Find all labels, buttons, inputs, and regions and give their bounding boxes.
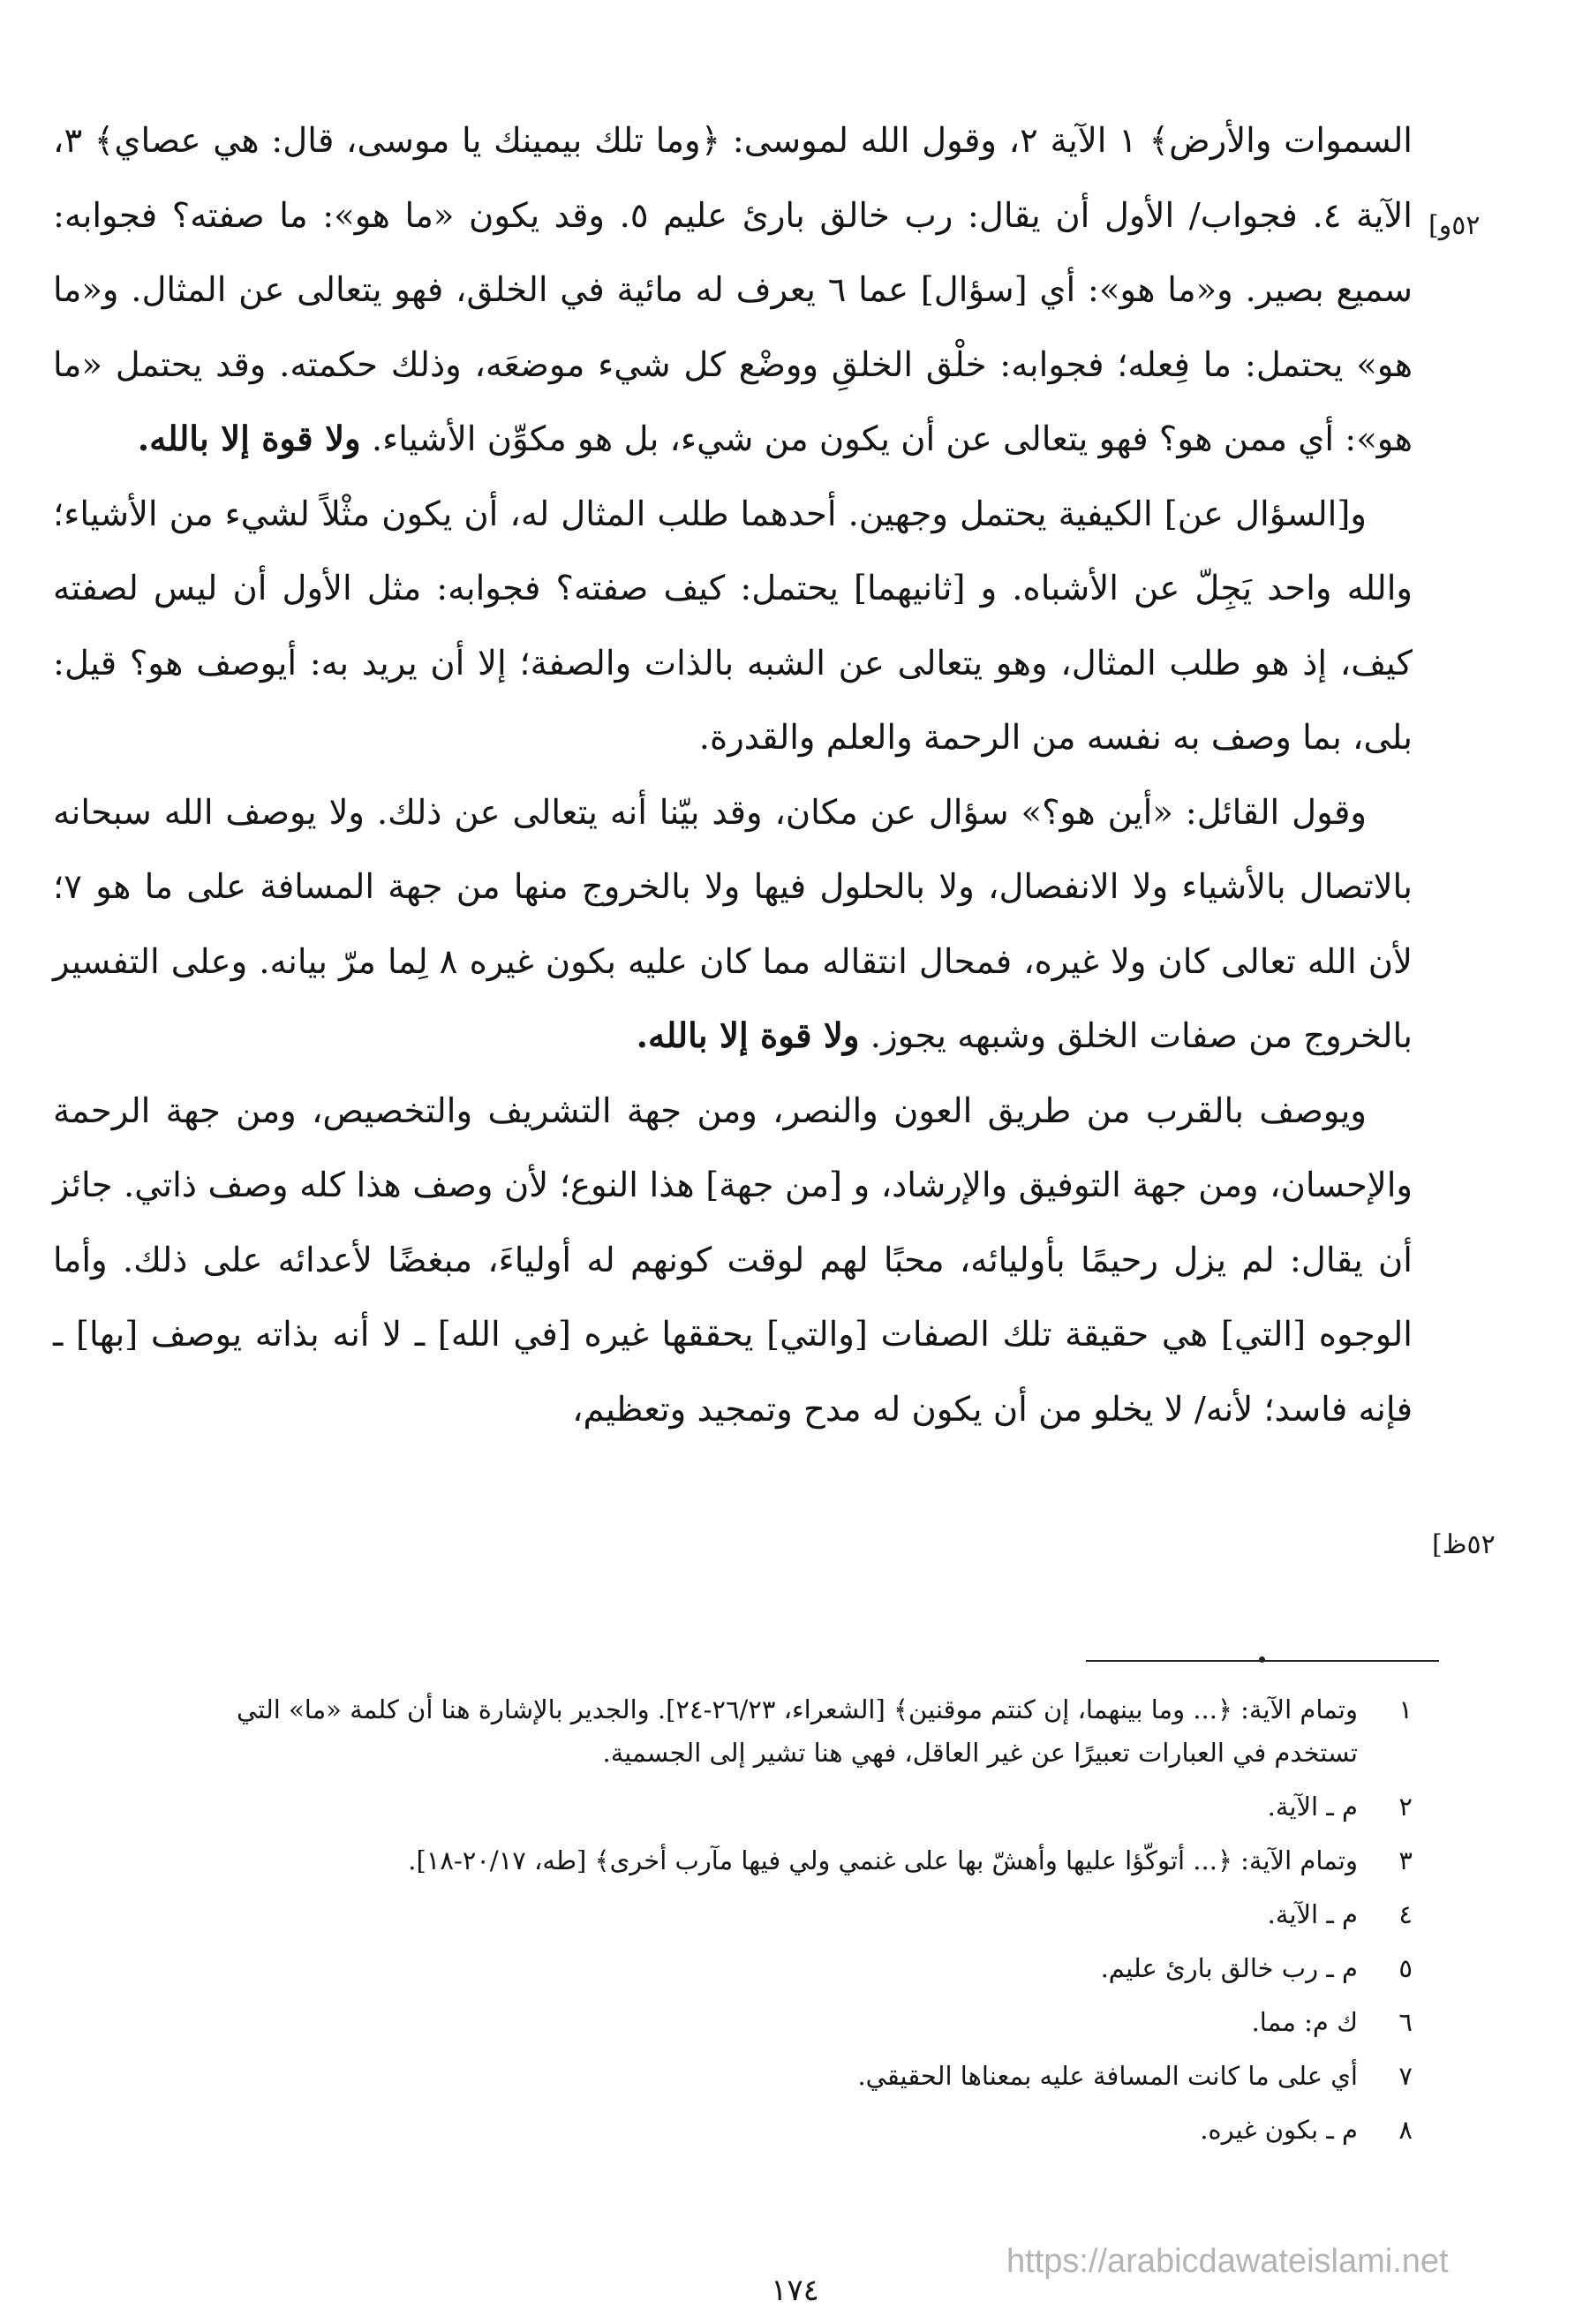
paragraph-text: وقول القائل: «أين هو؟» سؤال عن مكان، وقد بيّنا أنه يتعالى عن ذلك. ولا يوصف الله سبحانه بالاتصال بالأشياء ولا الانفصال، ولا بالحلول فيها ولا بالخروج منها من جهة المسافة على ما هو ٧؛ لأن الله تعالى كان ولا غيره، فمحال انتقاله مما كان عليه بكون غيره ٨ لِما مرّ بيانه. وعلى التفسير بالخروج من صفات الخلق وشبهه يجوز.	[53, 792, 1413, 1056]
footnote	[159, 2001, 1413, 2044]
footnote	[159, 1893, 1413, 1936]
page-number: ١٧٤	[771, 2273, 819, 2308]
footnote-number: ٢	[1398, 1792, 1413, 1822]
paragraph-text: و[السؤال عن] الكيفية يحتمل وجهين. أحدهما طلب المثال له، أن يكون مثْلاً لشيء من الأشياء؛ والله واحد يَجِلّ عن الأشباه. و [ثانيهما] يحتمل: كيف صفته؟ فجوابه: مثل الأول أن ليس لصفته كيف، إذ هو طلب المثال، وهو يتعالى عن الشبه بالذات والصفة؛ إلا أن يريد به: أيوصف هو؟ قيل: بلى، بما وصف به نفسه من الرحمة والعلم والقدرة.	[53, 494, 1413, 758]
footnote	[159, 1839, 1413, 1883]
footnote	[159, 1785, 1413, 1829]
paragraph	[53, 478, 1413, 776]
footnotes	[159, 1688, 1413, 2162]
footnote-number: ٦	[1398, 2007, 1413, 2037]
footnote-text: م ـ رب خالق بارئ عليم.	[1100, 1953, 1358, 1983]
footnote	[159, 2055, 1413, 2098]
paragraph	[53, 776, 1413, 1075]
footnote-text: وتمام الآية: ﴿... وما بينهما، إن كنتم موقنين﴾ [الشعراء، ٢٦/٢٣-٢٤]. والجدير بالإشارة هنا أن كلمة «ما» التي تستخدم في العبارات تعبيرًا عن غير العاقل، فهي هنا تشير إلى الجسمية.	[237, 1694, 1358, 1768]
footnote-number: ٣	[1398, 1845, 1413, 1875]
footnote	[159, 1947, 1413, 1990]
closing-phrase: ولا قوة إلا بالله.	[137, 419, 361, 459]
footnote-number: ٤	[1398, 1899, 1413, 1929]
paragraph	[53, 1075, 1413, 1448]
footnote-number: ٧	[1398, 2061, 1413, 2091]
footnote-number: ٥	[1398, 1953, 1413, 1983]
footnote-number: ١	[1398, 1694, 1413, 1724]
footnote-text: ك م: مما.	[1251, 2007, 1358, 2037]
footnote-number: ٨	[1398, 2115, 1413, 2145]
footnote-text: أي على ما كانت المسافة عليه بمعناها الحقيقي.	[857, 2061, 1358, 2091]
footnote-text: م ـ الآية.	[1267, 1899, 1358, 1929]
manuscript-folio-marker: [٥٢ظ	[1432, 1529, 1496, 1560]
footnote-divider-ornament	[1259, 1656, 1265, 1663]
footnote	[159, 2109, 1413, 2152]
website-watermark: https://arabicdawateislami.net	[1006, 2243, 1449, 2280]
paragraph-text: ويوصف بالقرب من طريق العون والنصر، ومن جهة التشريف والتخصيص، ومن جهة الرحمة والإحسان، ومن جهة التوفيق والإرشاد، و [من جهة] هذا النوع؛ لأن وصف هذا كله وصف ذاتي. جائز أن يقال: لم يزل رحيمًا بأوليائه، محبًا لهم لوقت كونهم له أولياءَ، مبغضًا لأعدائه على ذلك. وأما الوجوه [التي] هي حقيقة تلك الصفات [والتي] يحققها غيره [في الله] ـ لا أنه بذاته يوصف [بها] ـ فإنه فاسد؛ لأنه/ لا يخلو من أن يكون له مدح وتمجيد وتعظيم،	[53, 1090, 1413, 1430]
main-text	[53, 104, 1413, 1447]
footnote	[159, 1688, 1413, 1775]
manuscript-folio-marker: [٥٢و	[1428, 210, 1481, 241]
closing-phrase: ولا قوة إلا بالله.	[636, 1016, 860, 1056]
footnote-text: وتمام الآية: ﴿... أتوكّؤا عليها وأهشّ بها على غنمي ولي فيها مآرب أخرى﴾ [طه، ٢٠/١٧-١٨].	[408, 1845, 1358, 1875]
paragraph-text: السموات والأرض﴾ ١ الآية ٢، وقول الله لموسى: ﴿وما تلك بيمينك يا موسى، قال: هي عصاي﴾ ٣، الآية ٤. فجواب/ الأول أن يقال: رب خالق بارئ عليم ٥. وقد يكون «ما هو»: ما صفته؟ فجوابه: سميع بصير. و«ما هو»: أي [سؤال] عما ٦ يعرف له مائية في الخلق، فهو يتعالى عن المثال. و«ما هو» يحتمل: ما فِعله؛ فجوابه: خلْق الخلقِ ووضْع كل شيء موضعَه، وذلك حكمته. وقد يحتمل «ما هو»: أي ممن هو؟ فهو يتعالى عن أن يكون من شيء، بل هو مكوِّن الأشياء.	[53, 121, 1413, 459]
footnote-text: م ـ بكون غيره.	[1200, 2115, 1358, 2145]
paragraph	[53, 104, 1413, 478]
footnote-text: م ـ الآية.	[1267, 1792, 1358, 1822]
